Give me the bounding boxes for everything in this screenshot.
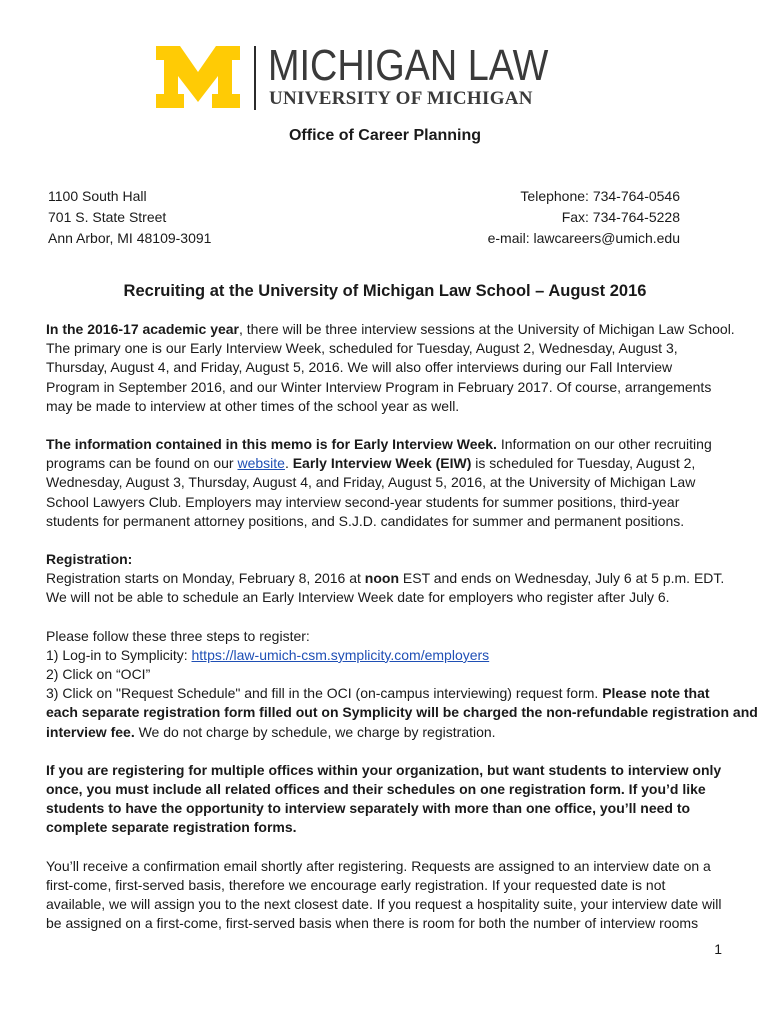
- text-line: be assigned on a first-come, first-served basis when there is room for both the number of interview rooms: [46, 915, 699, 932]
- address-line: Ann Arbor, MI 48109-3091: [48, 230, 212, 246]
- office-contact: [488, 186, 680, 249]
- text-line: Wednesday, August 3, Thursday, August 4, and Friday, August 5, 2016, at the University of Michigan Law: [46, 474, 696, 491]
- page-number: 1: [714, 941, 722, 957]
- text-line: Thursday, August 4, and Friday, August 5, 2016. We will also offer interviews during our Fall Interview: [46, 359, 673, 376]
- registration-heading: Registration:: [46, 551, 133, 568]
- text: .: [284, 455, 293, 472]
- note-bold: Please note that: [602, 685, 710, 702]
- text-line: available, we will assign you to the next closest date. If you request a hospitality suite, your interview date will: [46, 896, 722, 913]
- logo-divider: [254, 46, 256, 110]
- text: EST and ends on Wednesday, July 6 at 5 p.m. EDT.: [399, 570, 725, 587]
- noon-bold: noon: [364, 570, 400, 587]
- address-line: 701 S. State Street: [48, 209, 167, 225]
- text-line: We will not be able to schedule an Early Interview Week date for employers who register after July 6.: [46, 589, 670, 606]
- text-line: students for permanent attorney positions, and S.J.D. candidates for summer and permanent positions.: [46, 512, 685, 529]
- bold-line: once, you must include all related offices and their schedules on one registration form. If you’d like: [46, 781, 706, 798]
- text-line: 2) Click on “OCI”: [46, 666, 151, 683]
- logo-name: MICHIGAN LAW: [268, 41, 549, 90]
- text-line: School Lawyers Club. Employers may interview second-year students for summer positions, third-year: [46, 493, 680, 510]
- text-line: may be made to interview at other times of the school year as well.: [46, 397, 460, 414]
- note-bold: each separate registration form filled out on Symplicity will be charged the non-refundable registration and: [46, 704, 758, 721]
- text: , there will be three interview sessions at the University of Michigan Law School.: [239, 321, 735, 337]
- office-title: Office of Career Planning: [288, 127, 482, 144]
- memo-title: Recruiting at the University of Michigan Law School – August 2016: [123, 282, 647, 300]
- text: 1) Log-in to Symplicity:: [46, 646, 192, 663]
- paragraph-steps: [46, 627, 758, 742]
- text: is scheduled for Tuesday, August 2,: [471, 455, 696, 472]
- office-address: [48, 186, 211, 249]
- fax: Fax: 734-764-5228: [561, 209, 680, 225]
- memo-body: [46, 320, 758, 952]
- intro-lead: In the 2016-17 academic year: [46, 321, 240, 337]
- text-line: You’ll receive a confirmation email shortly after registering. Requests are assigned to an interview date on a: [46, 857, 711, 874]
- text-line: first-come, first-served basis, therefore we encourage early registration. If your requested date is not: [46, 876, 666, 893]
- text: Information on our other recruiting: [496, 436, 712, 453]
- text-line: Please follow these three steps to register:: [46, 627, 310, 644]
- telephone: Telephone: 734-764-0546: [520, 188, 680, 204]
- website-link[interactable]: website: [237, 455, 285, 472]
- eiw-lead: The information contained in this memo is for Early Interview Week.: [46, 436, 497, 453]
- note-bold: interview fee.: [46, 723, 135, 740]
- email: e-mail: lawcareers@umich.edu: [487, 230, 680, 246]
- address-line: 1100 South Hall: [48, 188, 147, 204]
- text: 3) Click on "Request Schedule" and fill in the OCI (on-campus interviewing) request form.: [46, 685, 603, 702]
- paragraph-multiple-offices: [46, 761, 726, 838]
- bold-line: complete separate registration forms.: [46, 819, 297, 836]
- text-line: Program in September 2016, and our Winter Interview Program in February 2017. Of course, arrangements: [46, 378, 712, 395]
- text: We do not charge by schedule, we charge by registration.: [134, 723, 496, 740]
- michigan-law-logo: [156, 41, 616, 112]
- logo-university: UNIVERSITY OF MICHIGAN: [269, 88, 533, 109]
- text: programs can be found on our: [46, 455, 238, 472]
- block-m-icon: [156, 46, 240, 108]
- bold-line: students to have the opportunity to interview separately with more than one office, you’ll need to: [46, 800, 691, 817]
- eiw-bold: Early Interview Week (EIW): [292, 455, 472, 472]
- bold-line: If you are registering for multiple offices within your organization, but want students to interview only: [46, 761, 722, 778]
- text: Registration starts on Monday, February 8, 2016 at: [46, 570, 365, 587]
- symplicity-link[interactable]: https://law-umich-csm.symplicity.com/employers: [191, 646, 490, 663]
- paragraph-eiw: [46, 435, 726, 531]
- paragraph-confirmation: [46, 857, 726, 934]
- paragraph-intro: [46, 320, 735, 416]
- paragraph-registration: [46, 550, 726, 608]
- text-line: The primary one is our Early Interview Week, scheduled for Tuesday, August 2, Wednesday, August 3,: [46, 340, 678, 357]
